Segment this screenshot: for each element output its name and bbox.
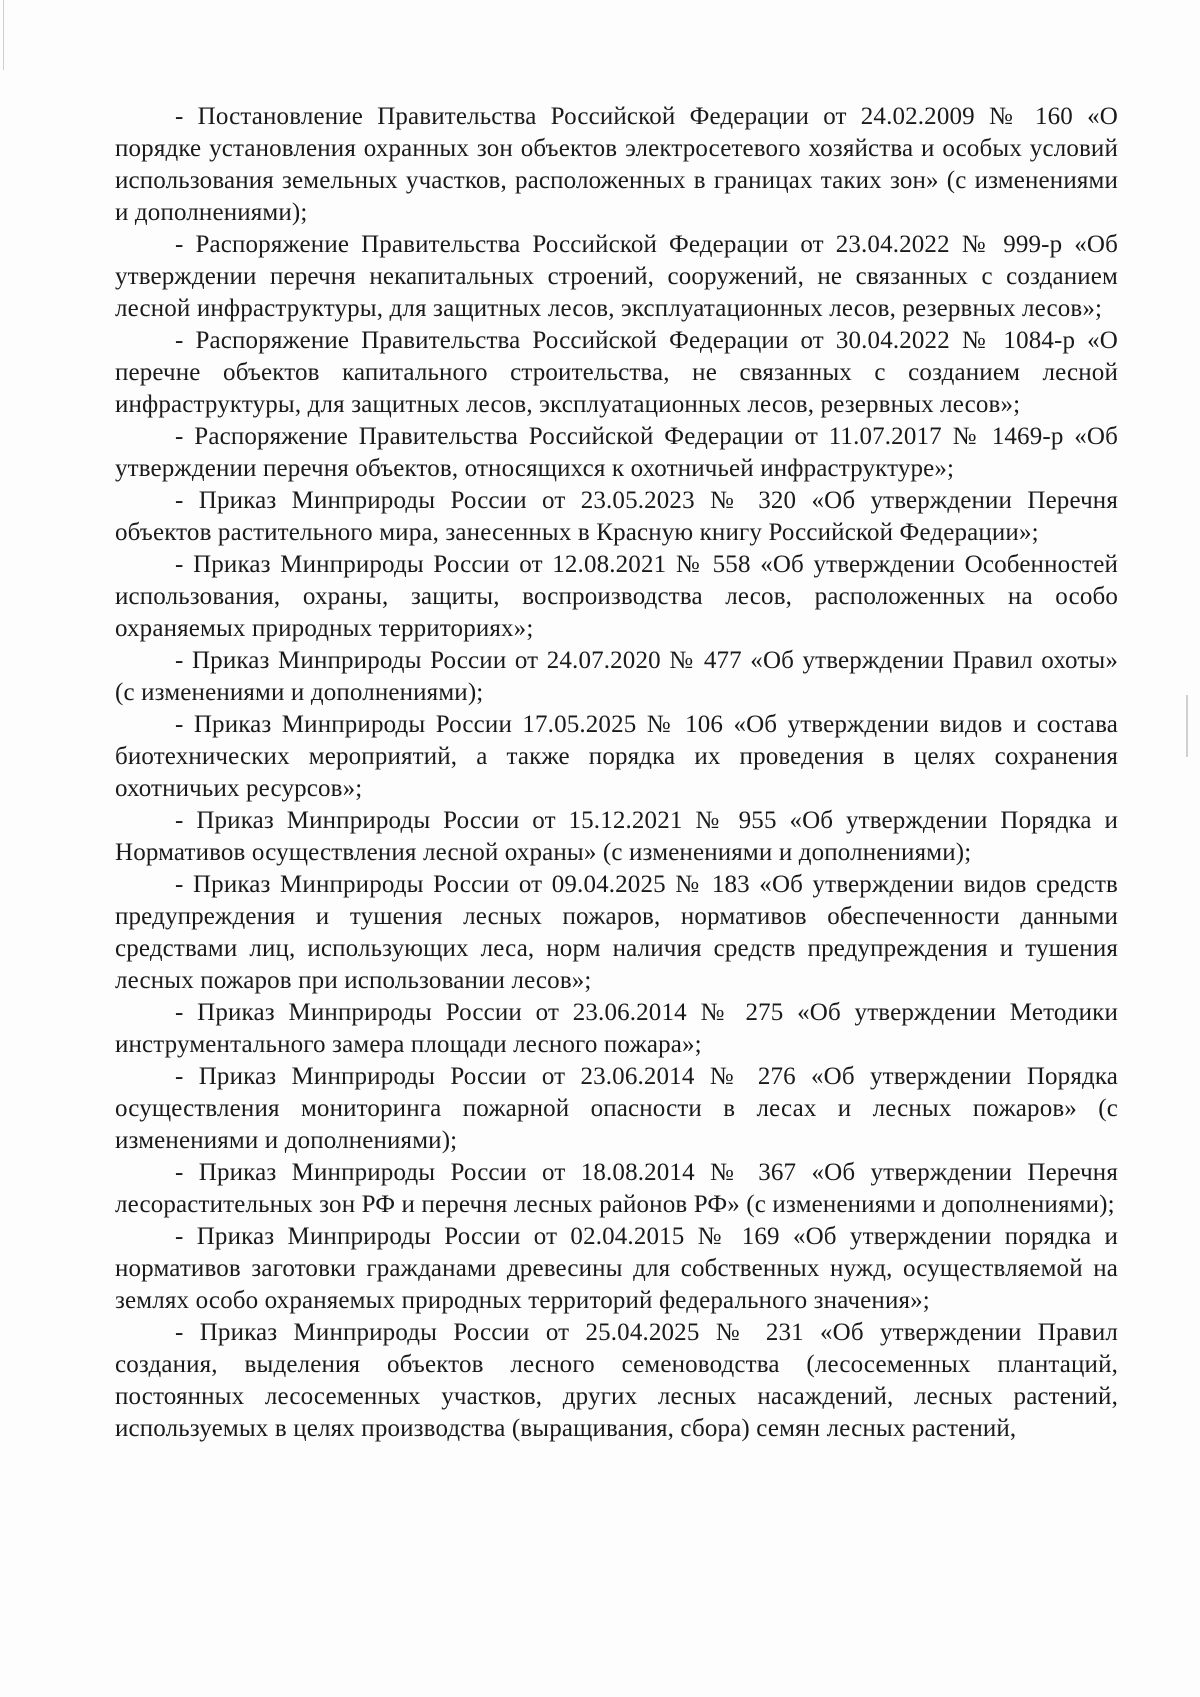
list-item: - Распоряжение Правительства Российской Федерации от 11.07.2017 № 1469-р «Об утверждении перечня объектов, относящихся к охотничьей инфраструктуре»;: [115, 423, 1118, 482]
list-item: - Приказ Минприроды России от 25.04.2025 № 231 «Об утверждении Правил создания, выделения объектов лесного семеноводства (лесосеменных плантаций, постоянных лесосеменных участков, других лесных насаждений, лесных растений, используемых в целях производства (выращивания, сбора) семян лесных растений,: [115, 1319, 1118, 1442]
scan-edge-left: [3, 0, 4, 70]
list-item: - Постановление Правительства Российской Федерации от 24.02.2009 № 160 «О порядке установления охранных зон объектов электросетевого хозяйства и особых условий использования земельных участков, расположенных в границах таких зон» (с изменениями и дополнениями);: [115, 103, 1118, 226]
list-item: - Приказ Минприроды России от 23.06.2014 № 276 «Об утверждении Порядка осуществления мониторинга пожарной опасности в лесах и лесных пожаров» (с изменениями и дополнениями);: [115, 1063, 1118, 1154]
scan-edge-right: [1186, 695, 1188, 757]
list-item: - Приказ Минприроды России от 23.05.2023 № 320 «Об утверждении Перечня объектов растительного мира, занесенных в Красную книгу Российской Федерации»;: [115, 487, 1118, 546]
list-item: - Приказ Минприроды России от 12.08.2021 № 558 «Об утверждении Особенностей использования, охраны, защиты, воспроизводства лесов, расположенных на особо охраняемых природных территориях»;: [115, 551, 1118, 642]
list-item: - Приказ Минприроды России от 23.06.2014 № 275 «Об утверждении Методики инструментального замера площади лесного пожара»;: [115, 999, 1118, 1058]
list-item: - Распоряжение Правительства Российской Федерации от 23.04.2022 № 999-р «Об утверждении перечня некапитальных строений, сооружений, не связанных с созданием лесной инфраструктуры, для защитных лесов, эксплуатационных лесов, резервных лесов»;: [115, 231, 1118, 322]
list-item: - Приказ Минприроды России от 15.12.2021 № 955 «Об утверждении Порядка и Нормативов осуществления лесной охраны» (с изменениями и дополнениями);: [115, 807, 1118, 866]
list-item: - Распоряжение Правительства Российской Федерации от 30.04.2022 № 1084-р «О перечне объектов капитального строительства, не связанных с созданием лесной инфраструктуры, для защитных лесов, эксплуатационных лесов, резервных лесов»;: [115, 327, 1118, 418]
list-item: - Приказ Минприроды России от 09.04.2025 № 183 «Об утверждении видов средств предупреждения и тушения лесных пожаров, нормативов обеспеченности данными средствами лиц, использующих леса, норм наличия средств предупреждения и тушения лесных пожаров при использовании лесов»;: [115, 871, 1118, 994]
list-item: - Приказ Минприроды России от 18.08.2014 № 367 «Об утверждении Перечня лесорастительных зон РФ и перечня лесных районов РФ» (с изменениями и дополнениями);: [115, 1159, 1118, 1218]
list-item: - Приказ Минприроды России 17.05.2025 № 106 «Об утверждении видов и состава биотехнических мероприятий, а также порядка их проведения в целях сохранения охотничьих ресурсов»;: [115, 711, 1118, 802]
regulation-list: [115, 101, 1118, 1445]
list-item: - Приказ Минприроды России от 24.07.2020 № 477 «Об утверждении Правил охоты» (с изменениями и дополнениями);: [115, 647, 1118, 706]
list-item: - Приказ Минприроды России от 02.04.2015 № 169 «Об утверждении порядка и нормативов заготовки гражданами древесины для собственных нужд, осуществляемой на землях особо охраняемых природных территорий федерального значения»;: [115, 1223, 1118, 1314]
